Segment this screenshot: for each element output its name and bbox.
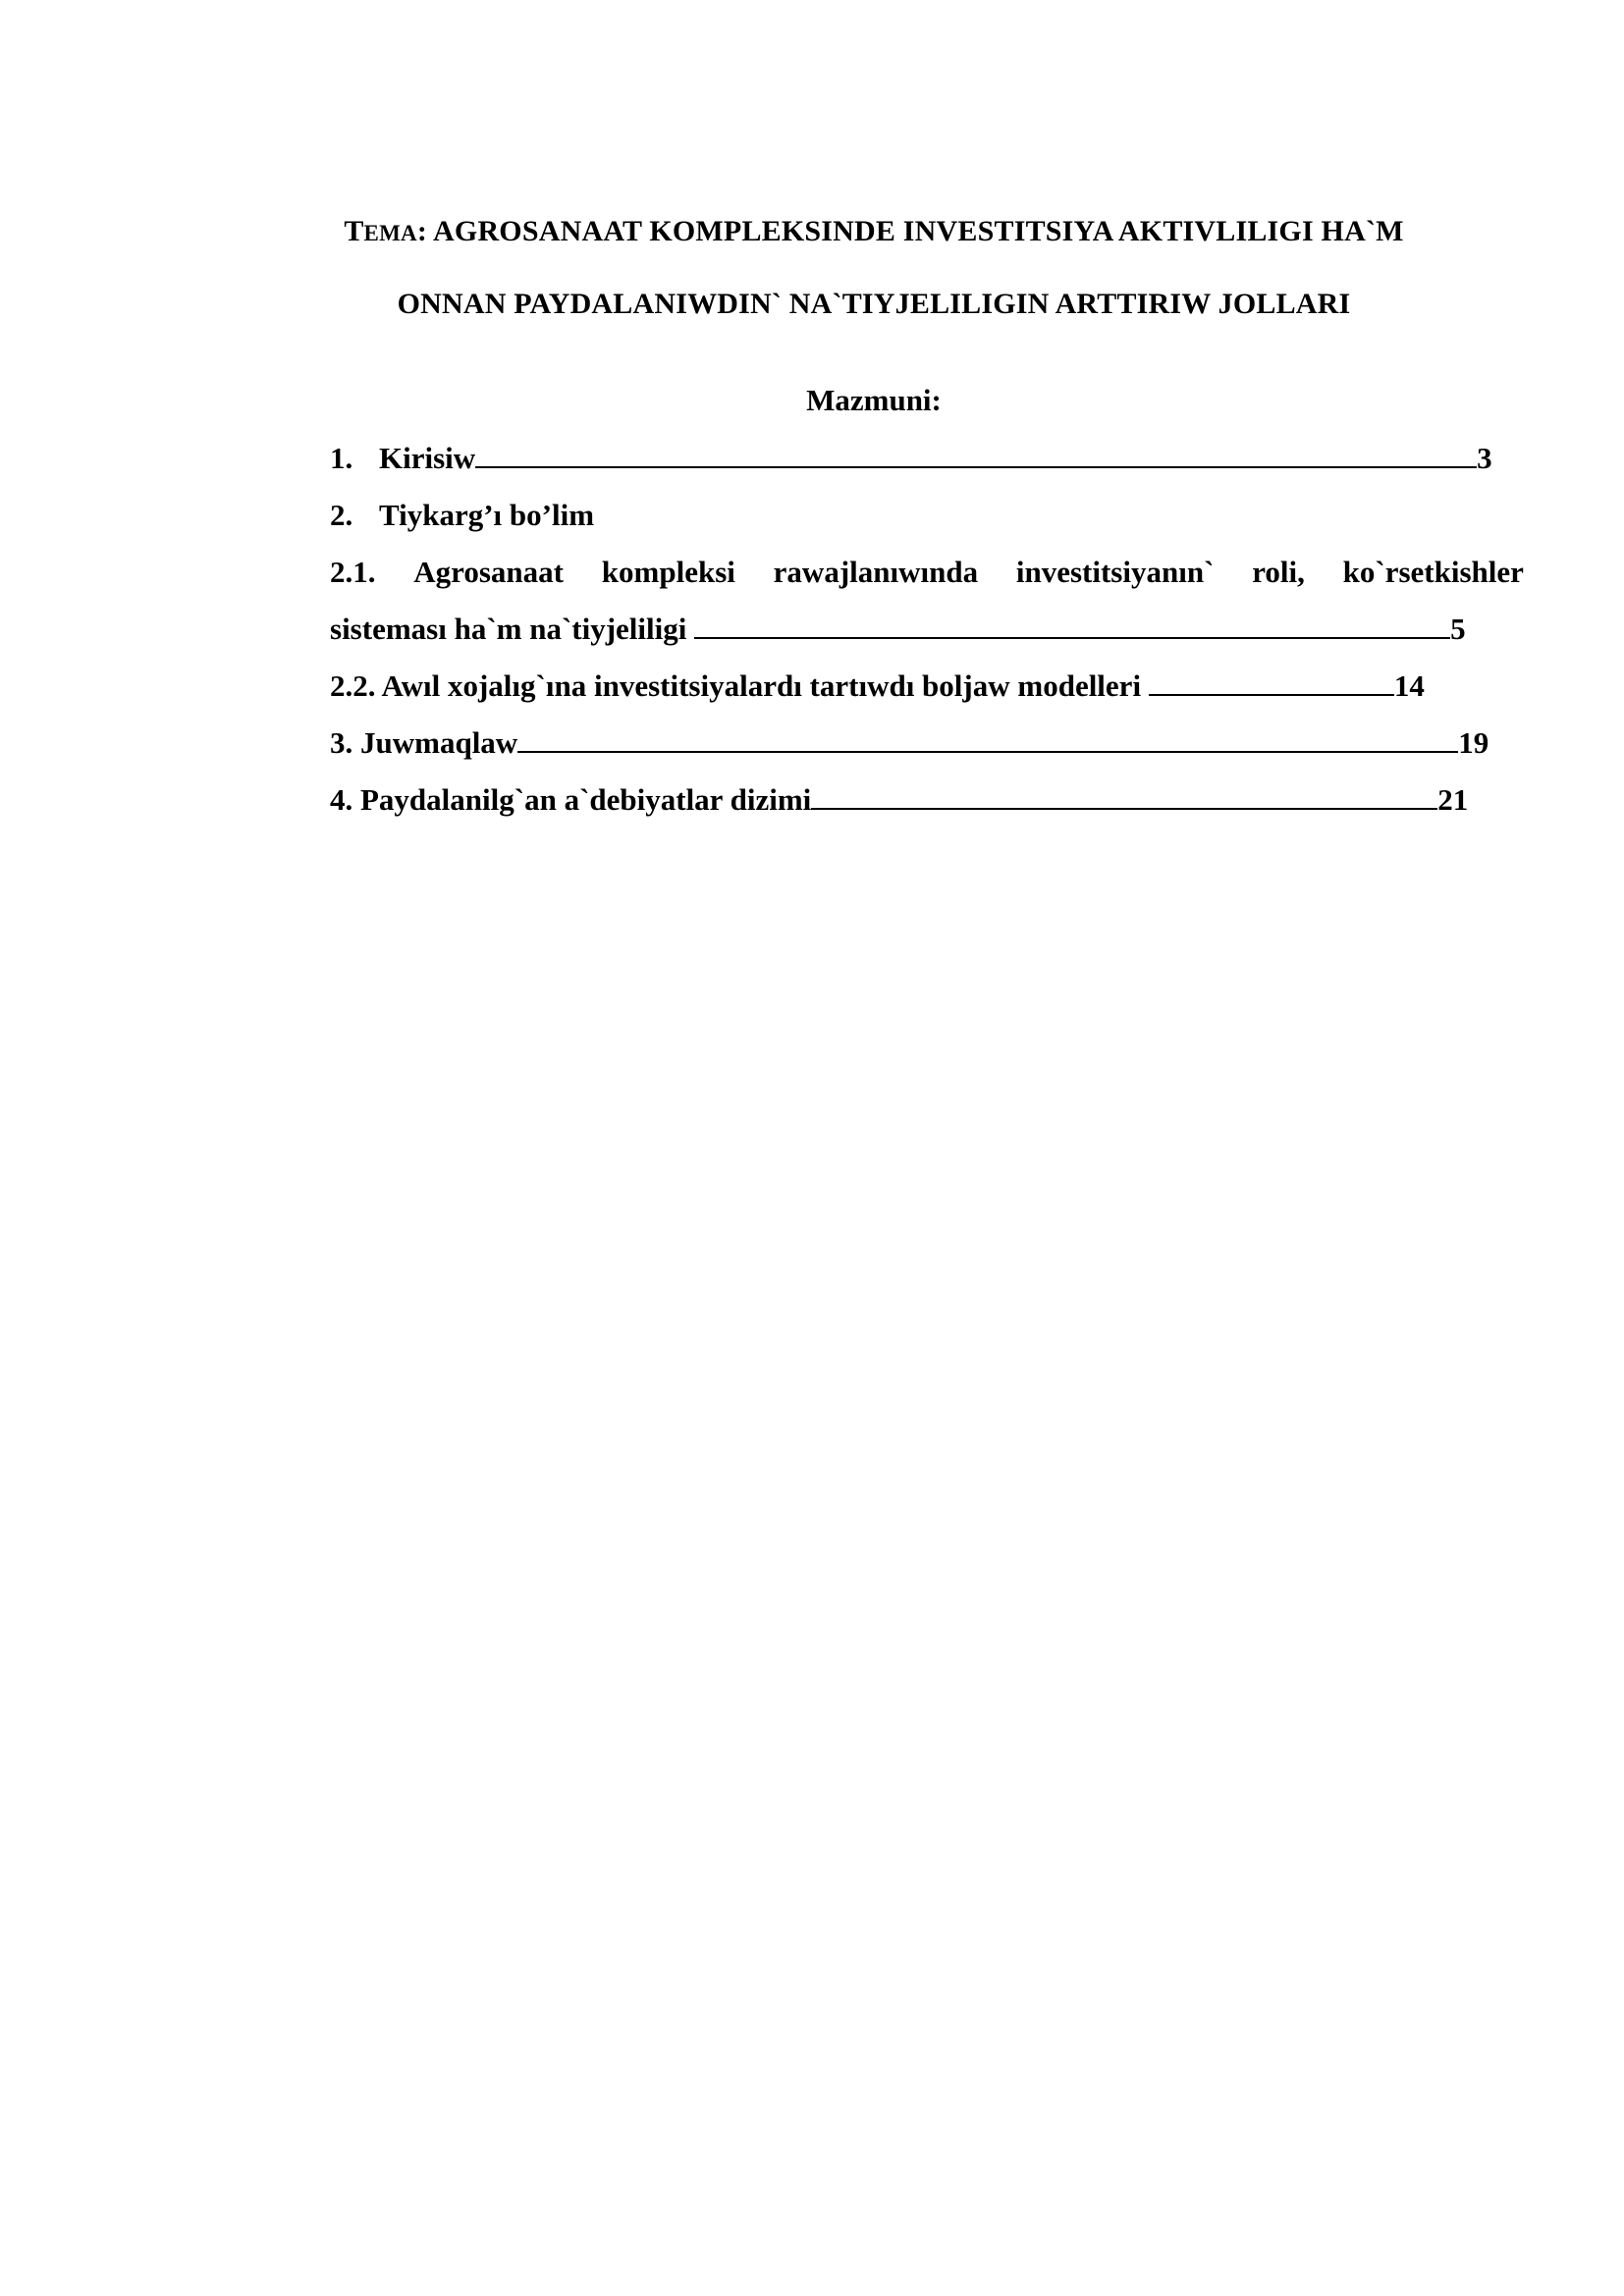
title-line-2: ONNAN PAYDALANIWDIN` NA`TIYJELILIGIN ARTTIRIW JOLLARI [397, 288, 1351, 320]
title-line-1-text: : AGROSANAAT KOMPLEKSINDE INVESTITSIYA AKTIVLILIGI HA`M [416, 215, 1404, 247]
title-small-caps: EMA [363, 221, 417, 245]
toc-item-number: 1. [330, 441, 353, 475]
toc-word: roli, [1252, 555, 1305, 589]
toc-item-page: 14 [1393, 668, 1425, 703]
toc-item-text: Kirisiw [379, 441, 476, 475]
toc-item-2-2[interactable] [330, 658, 1524, 715]
toc-item-text: Tiykarg’ı bo’lim [379, 498, 595, 532]
document-title [226, 196, 1522, 340]
toc-item-2-1-line-2[interactable] [330, 601, 1524, 658]
toc-word: Agrosanaat [413, 555, 564, 589]
toc-word: 2.1. [330, 555, 376, 589]
contents-heading: Mazmuni: [806, 383, 942, 417]
toc-word: investitsiyanın` [1015, 555, 1215, 589]
toc-leader-line [475, 466, 1477, 468]
toc-item-text: 3. Juwmaqlaw [330, 725, 518, 760]
toc-item-2-1-line-1[interactable] [330, 544, 1524, 601]
toc-item-page: 21 [1437, 782, 1469, 817]
toc-leader-line [811, 808, 1437, 810]
toc-word: ko`rsetkishler [1342, 555, 1524, 589]
table-of-contents [330, 430, 1524, 828]
toc-item-text: 4. Paydalanilg`an a`debiyatlar dizimi [330, 782, 812, 817]
toc-item-text: sisteması ha`m na`tiyjeliligi [330, 612, 695, 646]
toc-word: rawajlanıwında [773, 555, 979, 589]
toc-item-paydalanilgan[interactable] [330, 772, 1524, 828]
toc-item-tiykargi-bolim[interactable] [330, 487, 1524, 544]
title-line-1 [226, 196, 1522, 269]
toc-item-page: 19 [1458, 725, 1489, 760]
toc-item-juwmaqlaw[interactable] [330, 715, 1524, 772]
toc-item-number: 2. [330, 498, 353, 532]
toc-leader-line [517, 751, 1458, 753]
toc-leader-line [1149, 694, 1394, 696]
toc-word: kompleksi [601, 555, 735, 589]
toc-leader-line [694, 637, 1450, 639]
title-initial: T [344, 215, 364, 247]
toc-item-kirisiw[interactable] [330, 430, 1524, 487]
toc-item-text: 2.2. Awıl xojalıg`ına investitsiyalardı tartıwdı boljaw modelleri [330, 668, 1149, 703]
toc-item-page: 3 [1477, 441, 1492, 475]
toc-item-page: 5 [1450, 612, 1466, 646]
